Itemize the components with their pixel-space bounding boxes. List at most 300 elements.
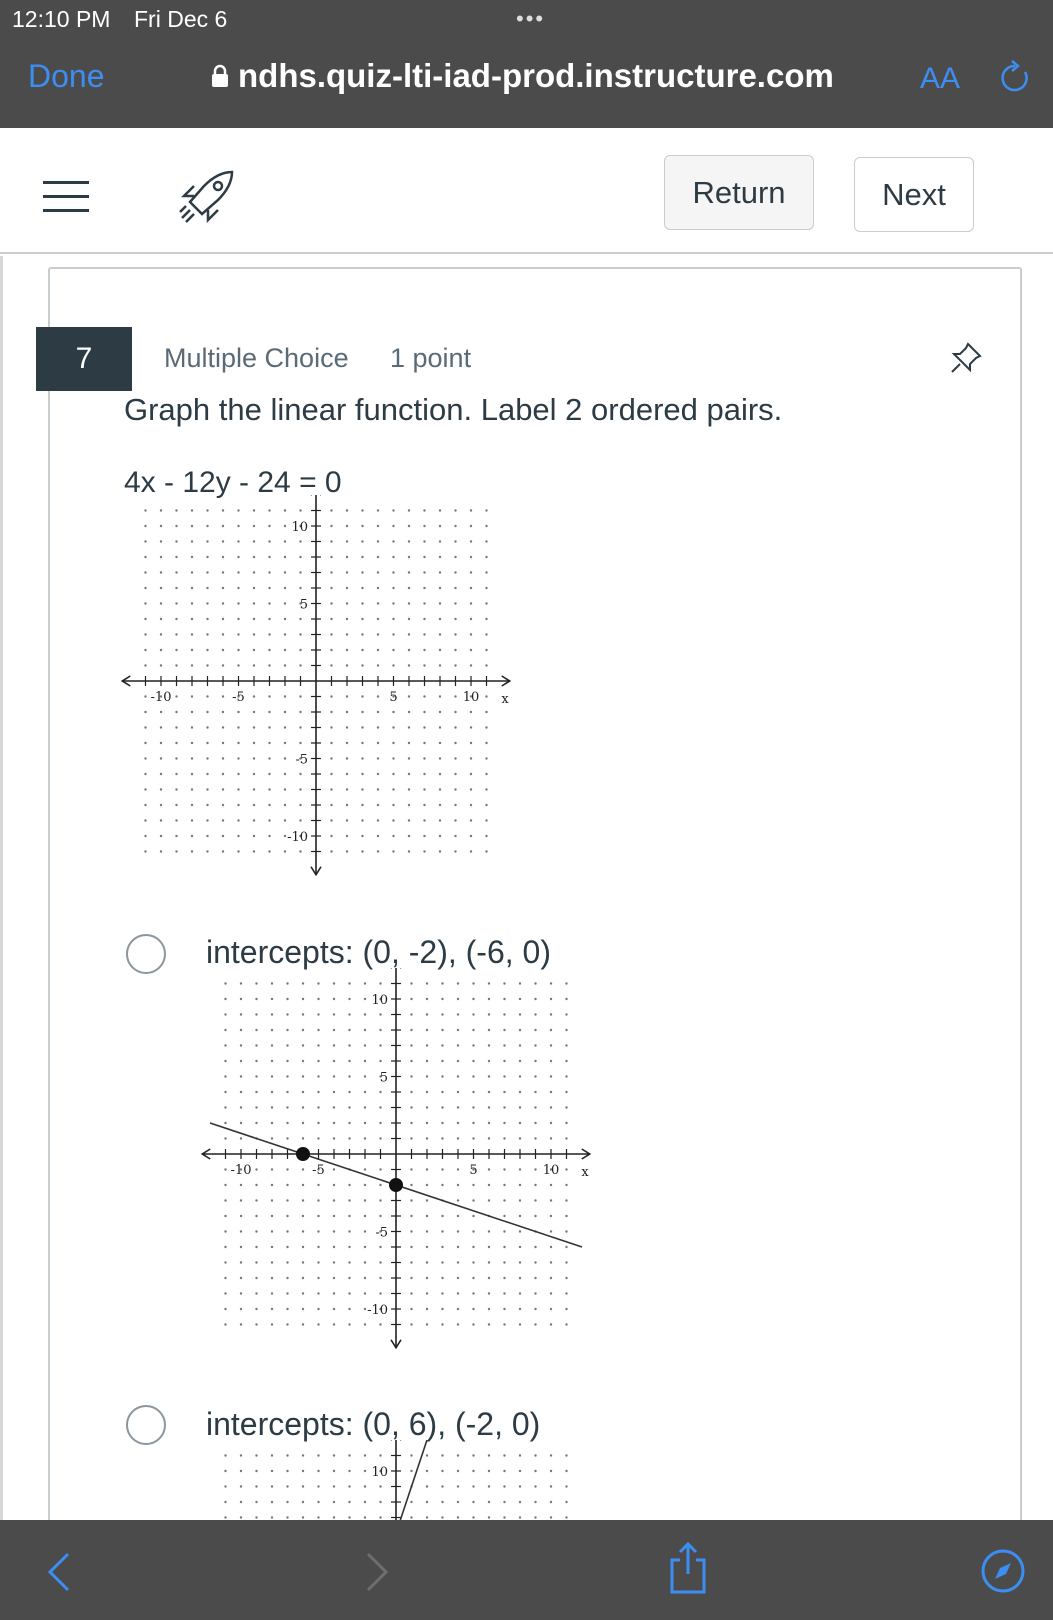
grid-dot [253, 525, 255, 527]
back-icon[interactable] [44, 1550, 72, 1594]
y-tick-label: -5 [375, 1225, 388, 1241]
grid-dot [410, 1091, 412, 1093]
grid-dot [206, 618, 208, 620]
grid-dot [423, 602, 425, 604]
grid-dot [377, 742, 379, 744]
grid-dot [441, 1184, 443, 1186]
grid-dot [160, 773, 162, 775]
grid-dot [302, 1246, 304, 1248]
grid-dot [488, 1485, 490, 1487]
grid-dot [470, 773, 472, 775]
grid-dot [377, 602, 379, 604]
grid-dot [330, 788, 332, 790]
grid-dot [441, 1308, 443, 1310]
grid-dot [206, 819, 208, 821]
grid-dot [423, 788, 425, 790]
multitask-dots[interactable]: ••• [516, 6, 546, 31]
grid-dot [144, 695, 146, 697]
grid-dot [271, 1454, 273, 1456]
grid-dot [253, 509, 255, 511]
grid-dot [565, 1029, 567, 1031]
grid-dot [503, 1075, 505, 1077]
grid-dot [206, 850, 208, 852]
grid-dot [224, 1106, 226, 1108]
grid-dot [408, 819, 410, 821]
grid-dot [423, 695, 425, 697]
grid-dot [271, 1044, 273, 1046]
grid-dot [470, 711, 472, 713]
grid-dot [222, 726, 224, 728]
grid-dot [206, 726, 208, 728]
grid-dot [488, 998, 490, 1000]
grid-dot [550, 1454, 552, 1456]
grid-dot [175, 788, 177, 790]
grid-dot [299, 633, 301, 635]
grid-dot [439, 695, 441, 697]
grid-dot [333, 1106, 335, 1108]
grid-dot [472, 1454, 474, 1456]
grid-dot [302, 1075, 304, 1077]
grid-dot [503, 1106, 505, 1108]
grid-dot [271, 1292, 273, 1294]
grid-dot [519, 1184, 521, 1186]
y-tick-label: 5 [379, 1070, 388, 1086]
grid-dot [377, 525, 379, 527]
grid-dot [457, 1137, 459, 1139]
grid-dot [348, 1292, 350, 1294]
grid-dot [470, 587, 472, 589]
grid-dot [268, 726, 270, 728]
grid-dot [550, 1106, 552, 1108]
grid-dot [299, 571, 301, 573]
grid-dot [284, 819, 286, 821]
grid-dot [377, 540, 379, 542]
grid-dot [175, 540, 177, 542]
y-tick-label: 10 [291, 520, 308, 535]
grid-dot [361, 618, 363, 620]
grid-dot [377, 757, 379, 759]
grid-dot [240, 1013, 242, 1015]
grid-dot [271, 1137, 273, 1139]
grid-dot [441, 1485, 443, 1487]
grid-dot [302, 1215, 304, 1217]
done-button[interactable]: Done [28, 58, 105, 94]
grid-dot [503, 1277, 505, 1279]
grid-dot [330, 819, 332, 821]
grid-dot [284, 835, 286, 837]
grid-dot [224, 1168, 226, 1170]
grid-dot [237, 602, 239, 604]
grid-dot [457, 1106, 459, 1108]
grid-dot [392, 711, 394, 713]
grid-dot [519, 1277, 521, 1279]
grid-dot [457, 1261, 459, 1263]
grid-dot [519, 1013, 521, 1015]
grid-dot [333, 1199, 335, 1201]
grid-dot [423, 835, 425, 837]
grid-dot [237, 819, 239, 821]
grid-dot [472, 1060, 474, 1062]
grid-dot [333, 1277, 335, 1279]
grid-dot [268, 757, 270, 759]
grid-dot [333, 1501, 335, 1503]
grid-dot [330, 633, 332, 635]
grid-dot [224, 1060, 226, 1062]
grid-dot [441, 1044, 443, 1046]
grid-dot [454, 819, 456, 821]
grid-dot [408, 587, 410, 589]
grid-dot [284, 788, 286, 790]
grid-dot [144, 819, 146, 821]
grid-dot [302, 1277, 304, 1279]
grid-dot [439, 850, 441, 852]
grid-dot [441, 1261, 443, 1263]
grid-dot [224, 982, 226, 984]
grid-dot [408, 742, 410, 744]
grid-dot [470, 757, 472, 759]
grid-dot [454, 757, 456, 759]
grid-dot [364, 1137, 366, 1139]
grid-dot [470, 571, 472, 573]
grid-dot [330, 695, 332, 697]
grid-dot [423, 633, 425, 635]
grid-dot [392, 804, 394, 806]
answer-a-radio[interactable] [126, 934, 166, 974]
grid-dot [457, 1184, 459, 1186]
grid-dot [253, 819, 255, 821]
grid-dot [426, 1501, 428, 1503]
grid-dot [286, 1137, 288, 1139]
grid-dot [379, 1292, 381, 1294]
grid-dot [519, 1308, 521, 1310]
grid-dot [237, 649, 239, 651]
grid-dot [423, 711, 425, 713]
grid-dot [408, 804, 410, 806]
grid-dot [457, 1277, 459, 1279]
grid-dot [268, 742, 270, 744]
grid-dot [302, 1184, 304, 1186]
grid-dot [392, 835, 394, 837]
grid-dot [253, 695, 255, 697]
grid-dot [333, 982, 335, 984]
grid-dot [410, 1013, 412, 1015]
grid-dot [503, 1060, 505, 1062]
grid-dot [348, 1246, 350, 1248]
grid-dot [441, 1122, 443, 1124]
grid-dot [160, 742, 162, 744]
grid-dot [222, 587, 224, 589]
grid-dot [457, 1454, 459, 1456]
grid-dot [299, 649, 301, 651]
grid-dot [519, 998, 521, 1000]
grid-dot [426, 1060, 428, 1062]
grid-dot [503, 982, 505, 984]
grid-dot [392, 602, 394, 604]
grid-dot [488, 1106, 490, 1108]
grid-dot [175, 649, 177, 651]
grid-dot [550, 1215, 552, 1217]
grid-dot [519, 1501, 521, 1503]
grid-dot [222, 556, 224, 558]
grid-dot [206, 587, 208, 589]
grid-dot [457, 1470, 459, 1472]
grid-dot [441, 982, 443, 984]
grid-dot [191, 726, 193, 728]
grid-dot [408, 788, 410, 790]
grid-dot [144, 757, 146, 759]
grid-dot [534, 1485, 536, 1487]
grid-dot [346, 618, 348, 620]
grid-dot [426, 1485, 428, 1487]
grid-dot [317, 1106, 319, 1108]
grid-dot [222, 742, 224, 744]
grid-dot [488, 1470, 490, 1472]
grid-dot [550, 1075, 552, 1077]
grid-dot [240, 1075, 242, 1077]
grid-dot [330, 587, 332, 589]
grid-dot [503, 1168, 505, 1170]
grid-dot [160, 835, 162, 837]
grid-dot [392, 757, 394, 759]
next-button[interactable]: Next [854, 157, 974, 232]
grid-dot [191, 850, 193, 852]
grid-dot [271, 1184, 273, 1186]
grid-dot [457, 1230, 459, 1232]
grid-dot [271, 1246, 273, 1248]
grid-dot [348, 1091, 350, 1093]
grid-dot [364, 1470, 366, 1472]
grid-dot [361, 509, 363, 511]
grid-dot [565, 1091, 567, 1093]
grid-dot [175, 602, 177, 604]
grid-dot [224, 1230, 226, 1232]
grid-dot [268, 835, 270, 837]
grid-dot [299, 587, 301, 589]
grid-dot [222, 509, 224, 511]
hamburger-icon[interactable] [43, 181, 89, 213]
grid-dot [485, 804, 487, 806]
grid-dot [255, 1485, 257, 1487]
grid-dot [333, 1215, 335, 1217]
grid-dot [144, 633, 146, 635]
grid-dot [503, 1323, 505, 1325]
grid-dot [454, 618, 456, 620]
compass-icon[interactable] [980, 1548, 1026, 1594]
grid-dot [191, 819, 193, 821]
answer-b-radio[interactable] [126, 1405, 166, 1445]
grid-dot [457, 1485, 459, 1487]
grid-dot [284, 509, 286, 511]
grid-dot [348, 1184, 350, 1186]
rocket-icon[interactable] [176, 166, 238, 228]
grid-dot [253, 633, 255, 635]
grid-dot [470, 804, 472, 806]
grid-dot [519, 1106, 521, 1108]
grid-dot [379, 1091, 381, 1093]
grid-dot [144, 509, 146, 511]
grid-dot [534, 1184, 536, 1186]
reload-icon[interactable] [998, 60, 1032, 96]
grid-dot [286, 1199, 288, 1201]
grid-dot [534, 1323, 536, 1325]
grid-dot [534, 1029, 536, 1031]
grid-dot [144, 788, 146, 790]
grid-dot [472, 1501, 474, 1503]
grid-dot [550, 1199, 552, 1201]
grid-dot [348, 1013, 350, 1015]
grid-dot [191, 711, 193, 713]
grid-dot [454, 633, 456, 635]
grid-dot [364, 1230, 366, 1232]
grid-dot [222, 835, 224, 837]
answer-a-label[interactable]: intercepts: (0, -2), (-6, 0) [206, 934, 551, 970]
grid-dot [346, 664, 348, 666]
grid-dot [441, 1215, 443, 1217]
address-bar[interactable] [210, 57, 834, 95]
grid-dot [426, 1516, 428, 1518]
share-icon[interactable] [668, 1540, 708, 1596]
grid-dot [206, 602, 208, 604]
grid-dot [240, 1485, 242, 1487]
grid-dot [317, 1137, 319, 1139]
grid-dot [550, 1516, 552, 1518]
grid-dot [302, 1261, 304, 1263]
grid-dot [299, 788, 301, 790]
grid-dot [392, 819, 394, 821]
grid-dot [237, 773, 239, 775]
grid-dot [441, 1075, 443, 1077]
grid-dot [361, 633, 363, 635]
grid-dot [144, 587, 146, 589]
grid-dot [472, 1122, 474, 1124]
grid-dot [408, 571, 410, 573]
grid-dot [284, 633, 286, 635]
grid-dot [410, 1029, 412, 1031]
grid-dot [317, 1277, 319, 1279]
grid-dot [330, 556, 332, 558]
grid-dot [565, 1261, 567, 1263]
grid-dot [255, 1060, 257, 1062]
grid-dot [408, 726, 410, 728]
grid-dot [224, 1215, 226, 1217]
grid-dot [286, 1060, 288, 1062]
grid-dot [426, 1230, 428, 1232]
x-tick-label: 5 [389, 690, 398, 705]
grid-dot [426, 1106, 428, 1108]
grid-dot [519, 1044, 521, 1046]
browser-bottom-bar [0, 1520, 1053, 1620]
grid-dot [457, 1060, 459, 1062]
grid-dot [379, 1454, 381, 1456]
grid-dot [503, 1230, 505, 1232]
grid-dot [330, 525, 332, 527]
y-tick-label: -5 [295, 752, 308, 768]
grid-dot [160, 540, 162, 542]
forward-icon[interactable] [364, 1550, 392, 1594]
grid-dot [237, 788, 239, 790]
grid-dot [426, 1091, 428, 1093]
grid-dot [565, 1470, 567, 1472]
grid-dot [286, 1454, 288, 1456]
grid-dot [423, 649, 425, 651]
grid-dot [191, 835, 193, 837]
grid-dot [457, 1501, 459, 1503]
pin-icon[interactable] [950, 340, 984, 374]
grid-dot [240, 1323, 242, 1325]
grid-dot [379, 1137, 381, 1139]
grid-dot [240, 1516, 242, 1518]
grid-dot [240, 1501, 242, 1503]
grid-dot [565, 1168, 567, 1170]
grid-dot [302, 1230, 304, 1232]
x-tick-label: -5 [232, 690, 245, 705]
grid-dot [333, 1292, 335, 1294]
grid-dot [392, 850, 394, 852]
grid-dot [253, 726, 255, 728]
grid-dot [240, 1199, 242, 1201]
grid-dot [317, 1323, 319, 1325]
grid-dot [534, 1106, 536, 1108]
grid-dot [534, 982, 536, 984]
grid-dot [361, 773, 363, 775]
grid-dot [330, 742, 332, 744]
grid-dot [470, 835, 472, 837]
grid-dot [454, 726, 456, 728]
grid-dot [470, 509, 472, 511]
grid-dot [284, 726, 286, 728]
grid-dot [364, 1277, 366, 1279]
grid-dot [423, 664, 425, 666]
grid-dot [485, 742, 487, 744]
grid-dot [364, 1485, 366, 1487]
grid-dot [191, 649, 193, 651]
grid-dot [534, 1454, 536, 1456]
grid-dot [346, 711, 348, 713]
grid-dot [175, 618, 177, 620]
grid-dot [284, 525, 286, 527]
grid-dot [410, 1292, 412, 1294]
grid-dot [286, 1013, 288, 1015]
grid-dot [317, 1215, 319, 1217]
grid-dot [472, 1137, 474, 1139]
grid-dot [253, 788, 255, 790]
grid-dot [299, 556, 301, 558]
grid-dot [519, 982, 521, 984]
grid-dot [255, 1292, 257, 1294]
text-size-button[interactable]: AA [920, 62, 961, 95]
grid-dot [160, 525, 162, 527]
grid-dot [454, 850, 456, 852]
grid-dot [426, 1075, 428, 1077]
return-button[interactable]: Return [664, 155, 814, 230]
grid-dot [519, 1199, 521, 1201]
grid-dot [317, 982, 319, 984]
grid-dot [472, 998, 474, 1000]
grid-dot [364, 1261, 366, 1263]
grid-dot [144, 711, 146, 713]
grid-dot [439, 556, 441, 558]
grid-dot [426, 1246, 428, 1248]
intercept-point [389, 1178, 403, 1192]
grid-dot [361, 742, 363, 744]
grid-dot [565, 1501, 567, 1503]
grid-dot [237, 757, 239, 759]
url-text: ndhs.quiz-lti-iad-prod.instructure.com [238, 57, 834, 94]
grid-dot [472, 1246, 474, 1248]
grid-dot [160, 602, 162, 604]
answer-b-label[interactable]: intercepts: (0, 6), (-2, 0) [206, 1406, 541, 1442]
grid-dot [377, 509, 379, 511]
